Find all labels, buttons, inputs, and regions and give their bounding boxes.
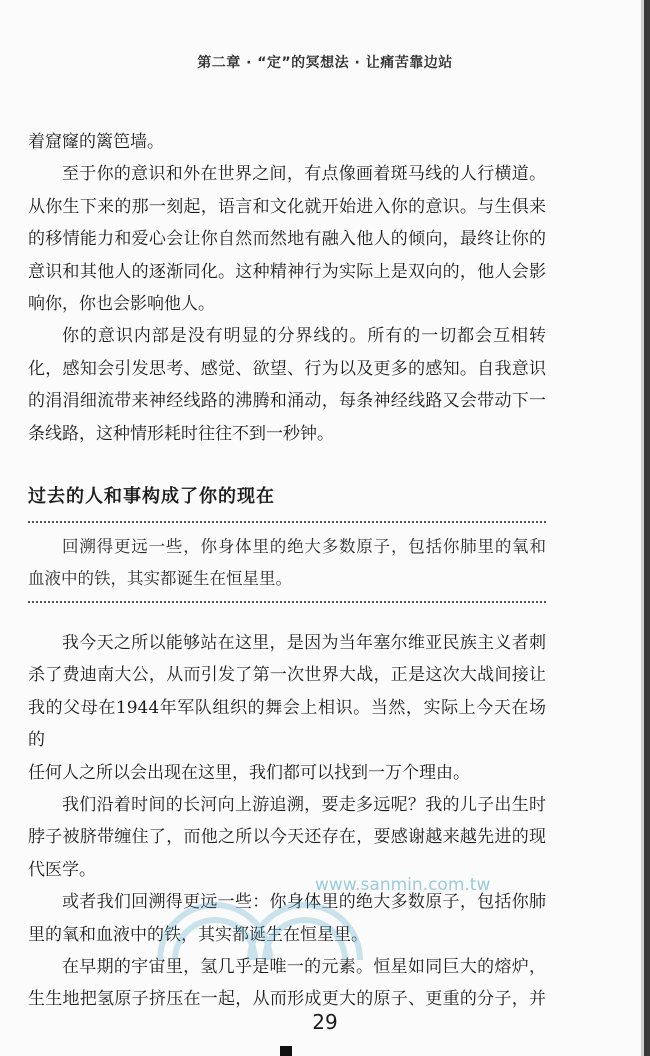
text-line: 至于你的意识和外在世界之间，有点像画着斑马线的人行横道。 bbox=[62, 164, 546, 185]
text-line: 你的意识内部是没有明显的分界线的。所有的一切都会互相转 bbox=[62, 326, 546, 347]
pull-quote bbox=[28, 531, 546, 596]
quote-top-divider bbox=[28, 521, 546, 523]
section-heading: 过去的人和事构成了你的现在 bbox=[28, 486, 275, 507]
text-line: 生生地把氢原子挤压在一起，从而形成更大的原子、更重的分子，并 bbox=[28, 989, 546, 1010]
text-line: 我的父母在1944年军队组织的舞会上相识。当然，实际上今天在场的 bbox=[28, 697, 546, 751]
text-line: 的移情能力和爱心会让你自然而然地有融入他人的倾向，最终让你的 bbox=[28, 229, 546, 250]
text-line: 着窟窿的篱笆墙。 bbox=[28, 132, 164, 152]
running-header: 第二章 · “定”的冥想法 · 让痛苦靠边站 bbox=[197, 55, 453, 71]
text-line: 血液中的铁，其实都诞生在恒星里。 bbox=[28, 569, 292, 589]
text-line: 代医学。 bbox=[28, 859, 96, 880]
text-line: 杀了费迪南大公，从而引发了第一次世界大战，正是这次大战间接让 bbox=[28, 665, 546, 686]
text-line: 意识和其他人的逐渐同化。这种精神行为实际上是双向的，他人会影 bbox=[28, 261, 546, 282]
section-1-text bbox=[28, 126, 546, 450]
watermark-site: www.sanmin.com.tw bbox=[315, 875, 491, 895]
text-line: 响你，你也会影响他人。 bbox=[28, 294, 215, 315]
text-line: 脖子被脐带缠住了，而他之所以今天还存在，要感谢越来越先进的现 bbox=[28, 827, 546, 848]
quote-bottom-divider bbox=[28, 601, 546, 603]
text-line: 化，感知会引发思考、感觉、欲望、行为以及更多的感知。自我意识 bbox=[28, 358, 546, 379]
section-2-text bbox=[28, 627, 546, 1016]
text-line: 在早期的宇宙里，氢几乎是唯一的元素。恒星如同巨大的熔炉， bbox=[62, 957, 546, 978]
text-line: 任何人之所以会出现在这里，我们都可以找到一万个理由。 bbox=[28, 762, 470, 783]
page-marker bbox=[280, 1046, 292, 1056]
page-number: 29 bbox=[312, 1010, 338, 1034]
text-line: 回溯得更远一些，你身体里的绝大多数原子，包括你肺里的氧和 bbox=[62, 537, 546, 556]
text-line: 我们沿着时间的长河向上游追溯，要走多远呢？我的儿子出生时 bbox=[62, 795, 546, 816]
text-line: 的涓涓细流带来神经线路的沸腾和涌动，每条神经线路又会带动下一 bbox=[28, 391, 546, 412]
text-line: 我今天之所以能够站在这里，是因为当年塞尔维亚民族主义者刺 bbox=[62, 633, 546, 653]
text-line: 或者我们回溯得更远一些：你身体里的绝大多数原子，包括你肺 bbox=[62, 892, 546, 913]
text-line: 里的氧和血液中的铁，其实都诞生在恒星里。 bbox=[28, 924, 368, 945]
text-line: 条线路，这种情形耗时往往不到一秒钟。 bbox=[28, 423, 334, 444]
page-edge bbox=[644, 0, 650, 1056]
text-line: 从你生下来的那一刻起，语言和文化就开始进入你的意识。与生俱来 bbox=[28, 196, 546, 217]
